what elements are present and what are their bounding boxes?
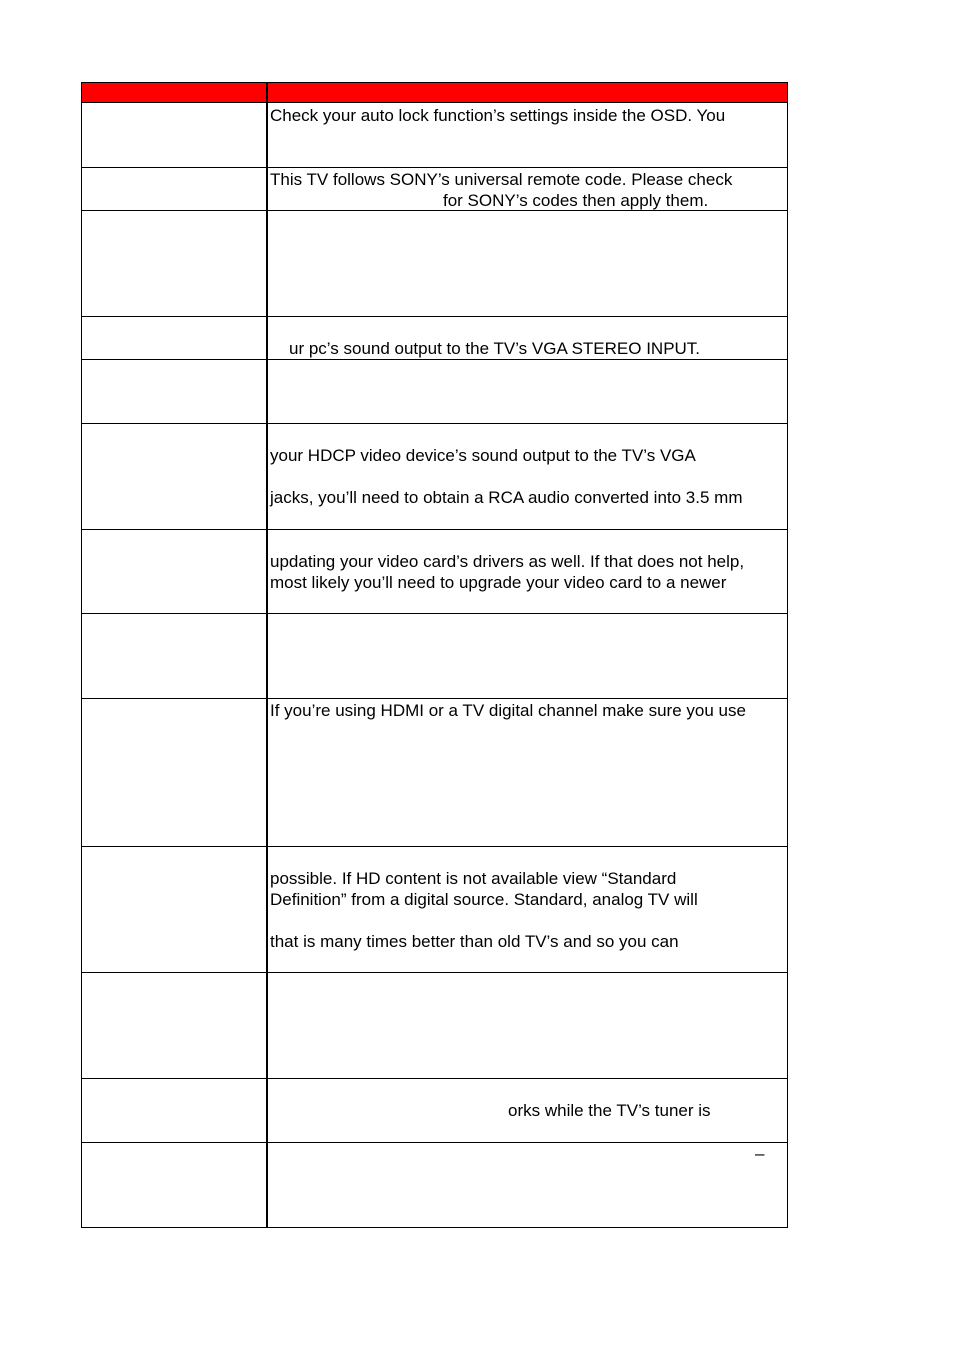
row-divider <box>82 423 787 424</box>
table-row-text: that is many times better than old TV’s and so you can <box>270 932 679 951</box>
table-row-text: This TV follows SONY’s universal remote code. Please check <box>270 170 733 189</box>
table-row-text: – <box>755 1144 765 1163</box>
row-divider <box>82 613 787 614</box>
table-row-text: possible. If HD content is not available view “Standard <box>270 869 677 888</box>
column-divider <box>266 82 268 1227</box>
table-row-text: ur pc’s sound output to the TV’s VGA STEREO INPUT. <box>289 339 701 358</box>
row-divider <box>82 972 787 973</box>
table-row-text: orks while the TV’s tuner is <box>508 1101 711 1120</box>
table-row-text: your HDCP video device’s sound output to the TV’s VGA <box>270 446 696 465</box>
row-divider <box>82 846 787 847</box>
row-divider <box>82 1142 787 1143</box>
table-row-text: jacks, you’ll need to obtain a RCA audio converted into 3.5 mm <box>270 488 743 507</box>
table-row-text: for SONY’s codes then apply them. <box>443 191 709 210</box>
table-row-text: most likely you’ll need to upgrade your video card to a newer <box>270 573 727 592</box>
table-row-text: updating your video card’s drivers as well. If that does not help, <box>270 552 745 571</box>
row-divider <box>82 359 787 360</box>
row-divider <box>82 698 787 699</box>
table-row-text: Check your auto lock function’s settings inside the OSD. You <box>270 106 726 125</box>
row-divider <box>82 316 787 317</box>
table-row-text: If you’re using HDMI or a TV digital channel make sure you use <box>270 701 746 720</box>
table-header-row <box>82 82 787 103</box>
row-divider <box>82 167 787 168</box>
row-divider <box>82 529 787 530</box>
table-row-text: Definition” from a digital source. Standard, analog TV will <box>270 890 698 909</box>
troubleshooting-table <box>81 82 788 1228</box>
row-divider <box>82 1078 787 1079</box>
